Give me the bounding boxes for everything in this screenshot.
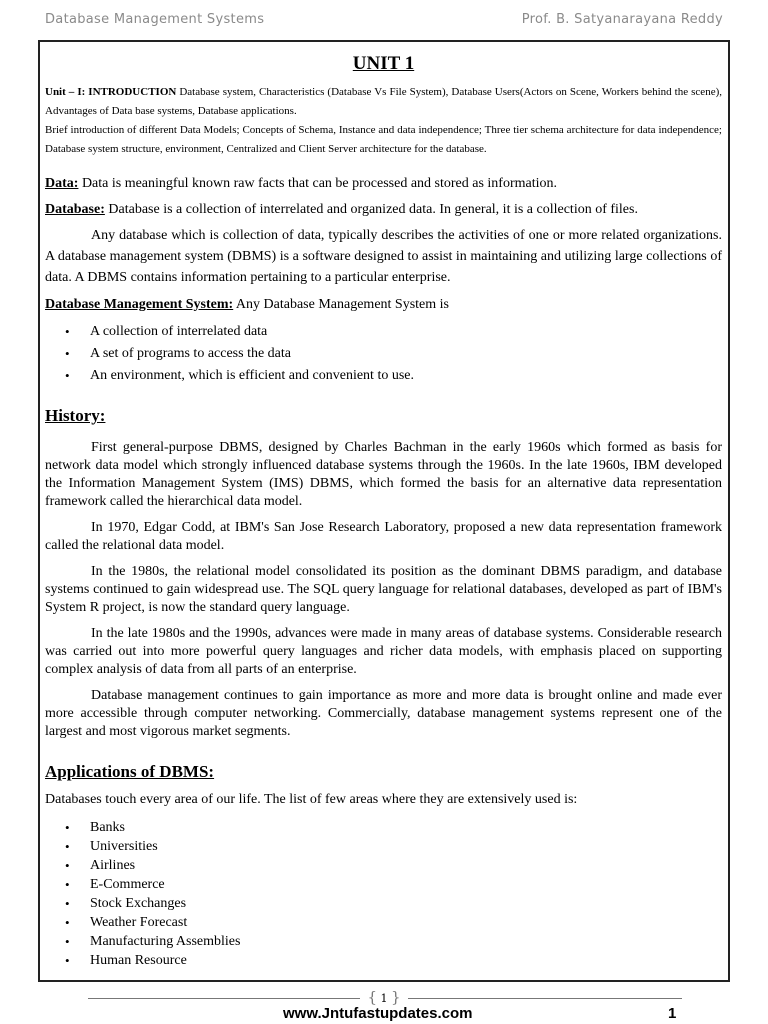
history-heading: History: [45,406,106,425]
dbms-definition [45,294,722,315]
bullet-icon: • [65,820,70,835]
bracket-right-icon: } [391,988,401,1006]
list-item: • Universities [65,839,158,854]
footer-divider-right [408,998,682,999]
database-definition [45,199,722,220]
dbms-definition-text: Any Database Management System is [233,297,449,312]
syllabus-paragraph [45,83,722,121]
data-term: Data: [45,176,79,191]
bullet-icon: • [65,324,70,339]
list-item: • Banks [65,820,125,835]
bullet-icon: • [65,896,70,911]
list-item: • Stock Exchanges [65,896,187,911]
bullet-icon: • [65,346,70,361]
dbms-list [45,321,722,387]
database-definition-text: Database is a collection of interrelated and organized data. In general, it is a collection of files. [104,202,638,217]
header-course-title: Database Management Systems [45,12,265,27]
bullet-icon: • [65,858,70,873]
list-item: • Airlines [65,858,136,873]
list-item: • A set of programs to access the data [45,343,722,365]
footer-divider-left [88,998,360,999]
applications-heading: Applications of DBMS: [45,762,215,781]
history-paragraph-3: In the 1980s, the relational model consolidated its position as the dominant DBMS paradigm, and database systems continued to gain widespread use. The SQL query language for relational databases, developed as part of IBM's System R project, is now the standard query language. [45,564,722,615]
list-item: • Human Resource [65,953,187,968]
list-item: • Weather Forecast [65,915,188,930]
footer-website-link[interactable]: www.Jntufastupdates.com [283,1005,473,1022]
applications-list [45,818,722,970]
list-item: • Manufacturing Assemblies [65,934,241,949]
bullet-icon: • [65,877,70,892]
database-term: Database: [45,202,105,217]
history-paragraph-1: First general-purpose DBMS, designed by Charles Bachman in the early 1960s which formed as basis for network data model which strongly influenced database systems through the 1960s. In the late 1960s, IBM developed the Information Management System (IMS) DBMS, which formed the basis for an alternative data representation framework called the hierarchical data model. [45,440,722,509]
page-content [45,53,722,970]
list-item: • An environment, which is efficient and convenient to use. [45,365,722,387]
bullet-icon: • [65,953,70,968]
footer-page-center: 1 [380,992,388,1005]
dbms-paragraph: Any database which is collection of data, typically describes the activities of one or more related organizations. A database management system (DBMS) is a software designed to assist in maintaining and utilizing large collections of data. A DBMS contains information pertaining to a particular enterprise. [45,228,722,285]
list-item: • E-Commerce [65,877,165,892]
bullet-icon: • [65,934,70,949]
bracket-left-icon: { [367,988,377,1006]
list-item: • A collection of interrelated data [45,321,722,343]
unit-title: UNIT 1 [352,53,415,74]
footer-page-number: 1 [668,1005,677,1022]
applications-intro: Databases touch every area of our life. The list of few areas where they are extensively used is: [45,792,578,807]
data-definition [45,173,722,194]
history-paragraph-4: In the late 1980s and the 1990s, advances were made in many areas of database systems. Considerable research was carried out into more powerful query languages and richer data models, with emphasis placed on supporting complex analysis of data from all parts of an enterprise. [45,626,722,677]
syllabus-lead: Unit – I: INTRODUCTION [45,86,177,98]
page-header [45,12,723,32]
bullet-icon: • [65,368,70,383]
data-definition-text: Data is meaningful known raw facts that can be processed and stored as information. [78,176,558,191]
header-author: Prof. B. Satyanarayana Reddy [521,12,723,27]
bullet-icon: • [65,915,70,930]
history-paragraph-5: Database management continues to gain importance as more and more data is brought online and made ever more accessible through computer networking. Commercially, database management systems represent one of the largest and most vigorous market segments. [45,688,722,739]
footer-page-marker [356,988,412,1004]
dbms-term: Database Management System: [45,297,234,312]
history-paragraph-2: In 1970, Edgar Codd, at IBM's San Jose Research Laboratory, proposed a new data representation framework called the relational data model. [45,520,722,553]
syllabus-text: Database system, Characteristics (Database Vs File System), Database Users(Actors on Scene, Workers behind the scene), Advantages of Data base systems, Database applications. [45,86,722,117]
bullet-icon: • [65,839,70,854]
syllabus-paragraph-2: Brief introduction of different Data Models; Concepts of Schema, Instance and data independence; Three tier schema architecture for data independence; Database system structure, environment, Centralized and Client Server architecture for the database. [45,124,722,155]
